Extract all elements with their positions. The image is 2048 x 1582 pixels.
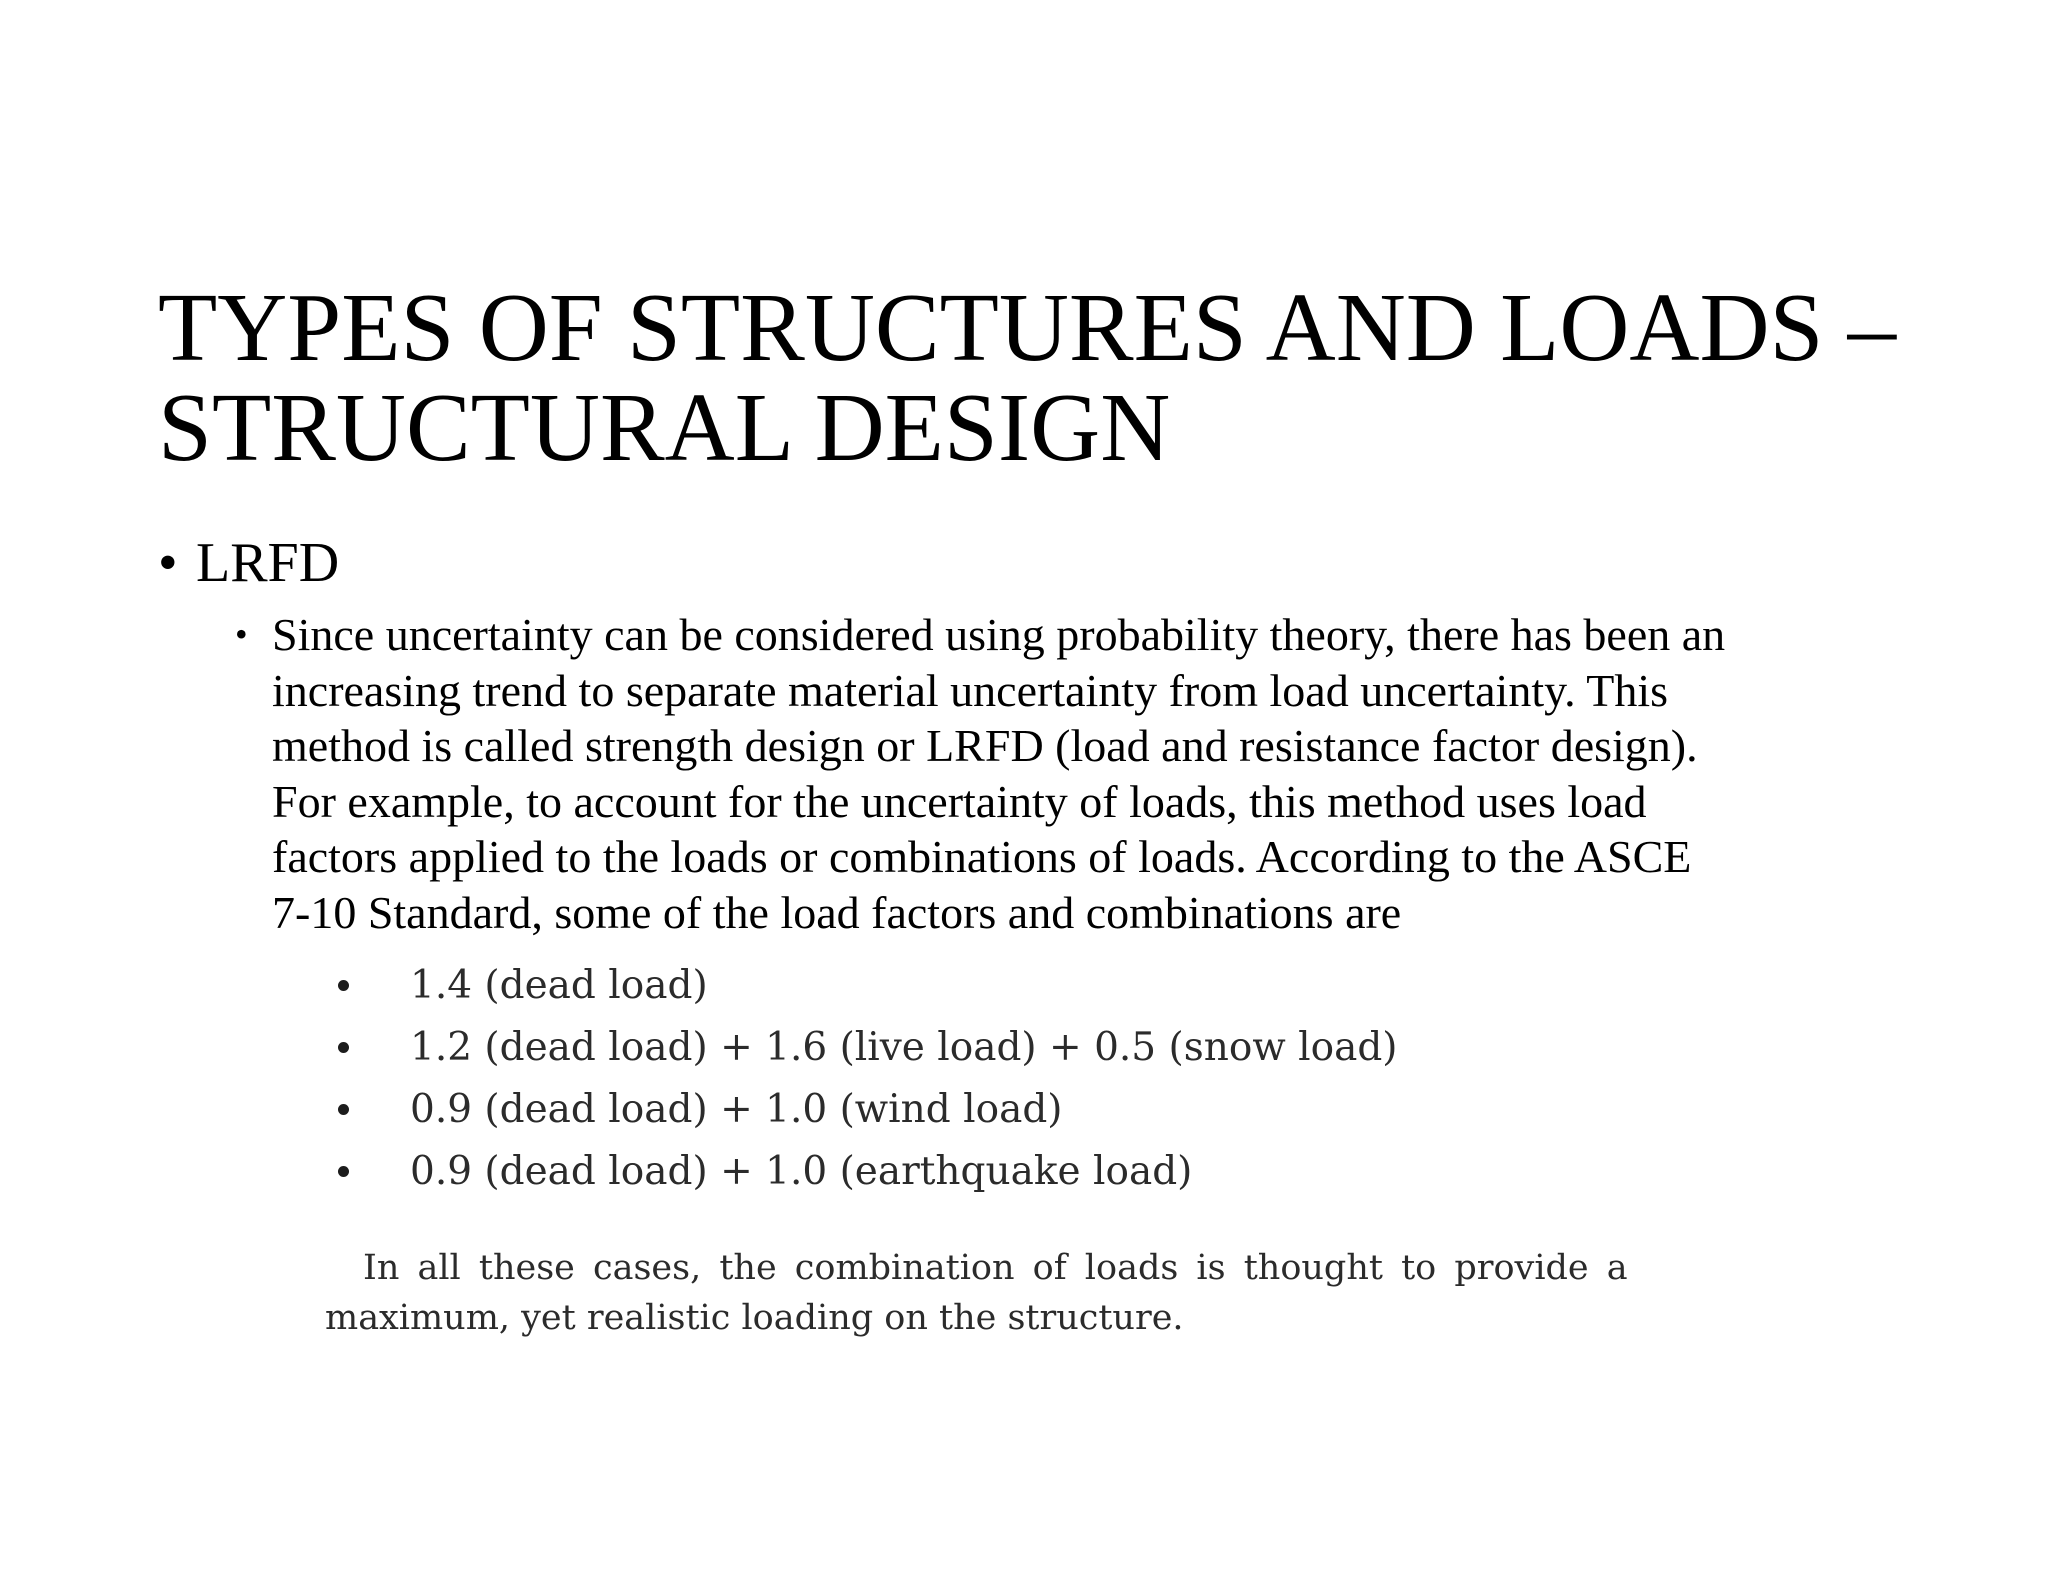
bullet-marker: • xyxy=(158,532,178,594)
slide-title-line-1: TYPES OF STRUCTURES AND LOADS – xyxy=(158,274,1897,381)
slide-title-line-2: STRUCTURAL DESIGN xyxy=(158,374,1171,481)
slide-title xyxy=(158,274,1958,481)
closing-paragraph xyxy=(325,1243,1628,1343)
paragraph-line: Since uncertainty can be considered using probability theory, there has been an xyxy=(272,609,1726,660)
paragraph-line: method is called strength design or LRFD (load and resistance factor design). xyxy=(272,720,1698,771)
sub-bullet-marker: • xyxy=(235,614,248,654)
paragraph-line: increasing trend to separate material uncertainty from load uncertainty. This xyxy=(272,664,1669,716)
list-bullet-dot xyxy=(338,1042,349,1053)
closing-line-2: maximum, yet realistic loading on the structure. xyxy=(325,1298,1184,1338)
paragraph-line: factors applied to the loads or combinations of loads. According to the ASCE xyxy=(272,831,1692,882)
list-bullet-dot xyxy=(338,980,349,991)
paragraph-line: For example, to account for the uncertainty of loads, this method uses load xyxy=(272,775,1647,827)
load-combination-text: 0.9 (dead load) + 1.0 (wind load) xyxy=(410,1087,1063,1132)
list-bullet-dot xyxy=(338,1104,349,1115)
load-combination-text: 1.4 (dead load) xyxy=(410,963,708,1008)
load-combination-text: 0.9 (dead load) + 1.0 (earthquake load) xyxy=(410,1149,1193,1194)
list-bullet-dot xyxy=(338,1166,349,1177)
bullet-lrfd-text: LRFD xyxy=(196,532,340,594)
closing-line-1: In all these cases, the combination of loads is thought to provide a xyxy=(363,1248,1628,1288)
paragraph-line: 7-10 Standard, some of the load factors and combinations are xyxy=(272,886,1402,938)
load-combination-text: 1.2 (dead load) + 1.6 (live load) + 0.5 (snow load) xyxy=(410,1025,1398,1070)
sub-bullet-paragraph xyxy=(272,607,1725,940)
bullet-lrfd xyxy=(158,530,339,596)
